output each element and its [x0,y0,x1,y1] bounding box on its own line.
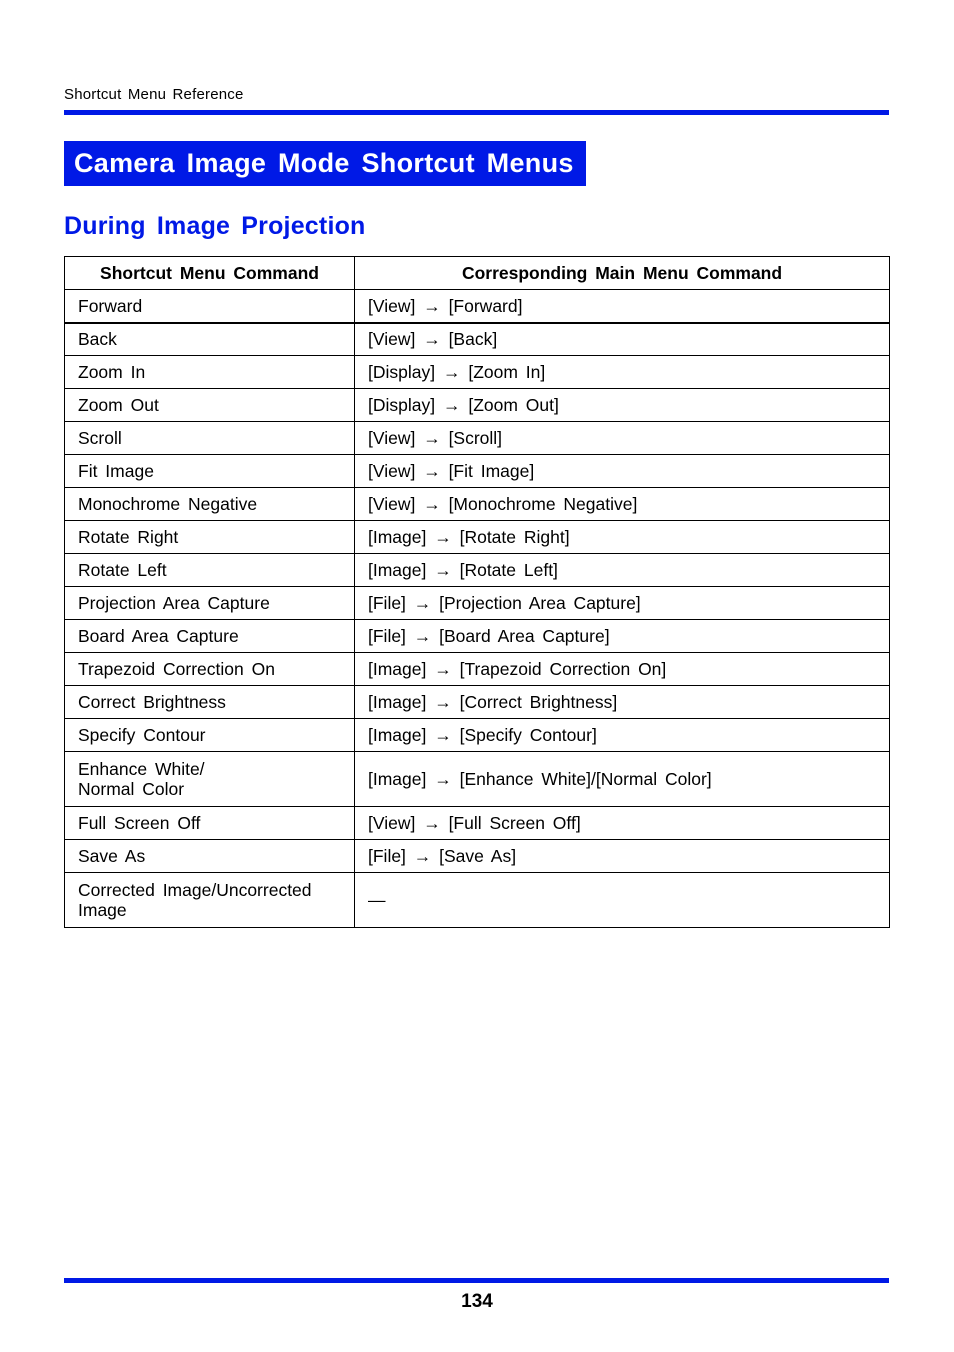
shortcut-command-cell: Forward [65,290,355,323]
table-row [65,686,890,719]
table-row [65,422,890,455]
shortcut-command-cell: Trapezoid Correction On [65,653,355,686]
main-menu-command-cell: [Image] → [Specify Contour] [355,719,890,752]
main-menu-command-cell: [Image] → [Trapezoid Correction On] [355,653,890,686]
main-menu-command-cell: [Display] → [Zoom In] [355,356,890,389]
column-header-shortcut: Shortcut Menu Command [65,257,355,290]
table-row [65,323,890,356]
shortcut-command-cell: Scroll [65,422,355,455]
main-menu-command-cell: — [355,873,890,928]
table-row [65,389,890,422]
shortcut-command-cell: Zoom Out [65,389,355,422]
shortcut-command-cell: Corrected Image/Uncorrected Image [65,873,355,928]
shortcut-command-cell: Board Area Capture [65,620,355,653]
shortcut-command-cell: Full Screen Off [65,807,355,840]
shortcut-command-cell: Projection Area Capture [65,587,355,620]
main-menu-command-cell: [View] → [Forward] [355,290,890,323]
shortcut-command-cell: Enhance White/ Normal Color [65,752,355,807]
table-row [65,752,890,807]
table-row [65,554,890,587]
main-menu-command-cell: [File] → [Save As] [355,840,890,873]
main-menu-command-cell: [File] → [Board Area Capture] [355,620,890,653]
bottom-rule [64,1278,889,1283]
main-menu-command-cell: [Display] → [Zoom Out] [355,389,890,422]
table-row [65,488,890,521]
main-menu-command-cell: [File] → [Projection Area Capture] [355,587,890,620]
main-menu-command-cell: [Image] → [Enhance White]/[Normal Color] [355,752,890,807]
main-menu-command-cell: [Image] → [Rotate Left] [355,554,890,587]
shortcut-command-cell: Back [65,323,355,356]
table-row [65,620,890,653]
table-row [65,873,890,928]
table-row [65,653,890,686]
table-header-row [65,257,890,290]
shortcut-command-cell: Rotate Left [65,554,355,587]
shortcut-command-cell: Specify Contour [65,719,355,752]
shortcut-command-table [64,256,890,928]
table-row [65,521,890,554]
table-row [65,587,890,620]
main-menu-command-cell: [View] → [Full Screen Off] [355,807,890,840]
main-menu-command-cell: [Image] → [Rotate Right] [355,521,890,554]
top-rule [64,110,889,115]
main-menu-command-cell: [Image] → [Correct Brightness] [355,686,890,719]
shortcut-command-cell: Monochrome Negative [65,488,355,521]
main-menu-command-cell: [View] → [Back] [355,323,890,356]
shortcut-command-cell: Save As [65,840,355,873]
column-header-main-menu: Corresponding Main Menu Command [355,257,890,290]
main-menu-command-cell: [View] → [Scroll] [355,422,890,455]
page-title: Camera Image Mode Shortcut Menus [64,141,586,186]
table-row [65,455,890,488]
shortcut-command-cell: Correct Brightness [65,686,355,719]
table-row [65,719,890,752]
main-menu-command-cell: [View] → [Monochrome Negative] [355,488,890,521]
table-row [65,840,890,873]
shortcut-command-cell: Rotate Right [65,521,355,554]
table-row [65,356,890,389]
shortcut-command-cell: Zoom In [65,356,355,389]
table-row [65,807,890,840]
section-heading: During Image Projection [64,212,366,240]
table-row [65,290,890,323]
main-menu-command-cell: [View] → [Fit Image] [355,455,890,488]
shortcut-command-cell: Fit Image [65,455,355,488]
page-number: 134 [461,1291,493,1312]
running-header: Shortcut Menu Reference [64,86,244,103]
